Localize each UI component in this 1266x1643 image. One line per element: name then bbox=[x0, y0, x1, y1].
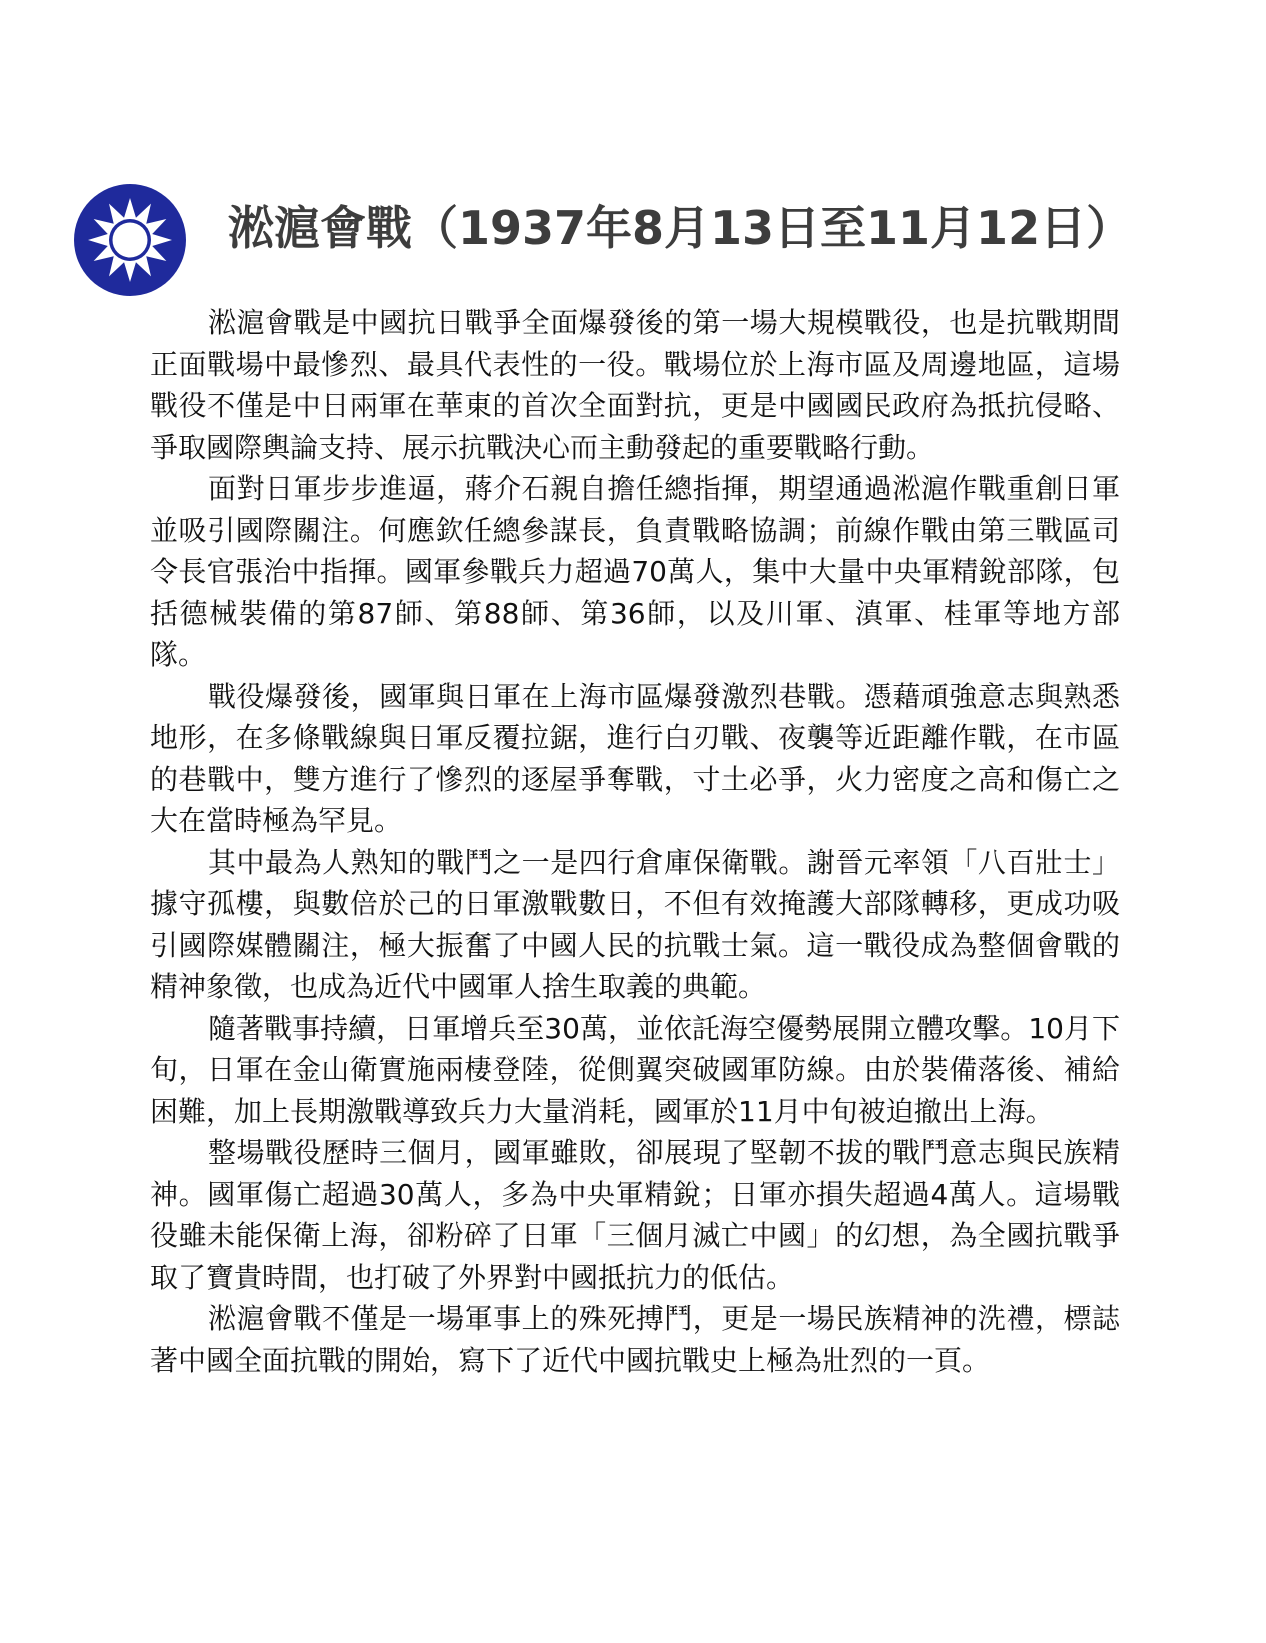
sun-emblem-svg bbox=[73, 183, 187, 297]
emblem-sun-disc bbox=[113, 223, 148, 258]
paragraph-2: 面對日軍步步進逼，蔣介石親自擔任總指揮，期望通過淞滬作戰重創日軍並吸引國際關注。何應欽任總參謀長，負責戰略協調；前線作戰由第三戰區司令長官張治中指揮。國軍參戰兵力超過70萬人，集中大量中央軍精銳部隊，包括德械裝備的第87師、第88師、第36師，以及川軍、滇軍、桂軍等地方部隊。 bbox=[150, 472, 1120, 671]
paragraph-3: 戰役爆發後，國軍與日軍在上海市區爆發激烈巷戰。憑藉頑強意志與熟悉地形，在多條戰線與日軍反覆拉鋸，進行白刃戰、夜襲等近距離作戰，在市區的巷戰中，雙方進行了慘烈的逐屋爭奪戰，寸土必爭，火力密度之高和傷亡之大在當時極為罕見。 bbox=[150, 679, 1120, 837]
paragraph-6: 整場戰役歷時三個月，國軍雖敗，卻展現了堅韌不拔的戰鬥意志與民族精神。國軍傷亡超過30萬人，多為中央軍精銳；日軍亦損失超過4萬人。這場戰役雖未能保衛上海，卻粉碎了日軍「三個月滅亡中國」的幻想，為全國抗戰爭取了寶貴時間，也打破了外界對中國抵抗力的低估。 bbox=[150, 1136, 1120, 1294]
paragraph-7: 淞滬會戰不僅是一場軍事上的殊死搏鬥，更是一場民族精神的洗禮，標誌著中國全面抗戰的開始，寫下了近代中國抗戰史上極為壯烈的一頁。 bbox=[150, 1302, 1120, 1377]
paragraph-4: 其中最為人熟知的戰鬥之一是四行倉庫保衛戰。謝晉元率領「八百壯士」據守孤樓，與數倍於己的日軍激戰數日，不但有效掩護大部隊轉移，更成功吸引國際媒體關注，極大振奮了中國人民的抗戰士氣。這一戰役成為整個會戰的精神象徵，也成為近代中國軍人捨生取義的典範。 bbox=[150, 845, 1120, 1003]
article-body bbox=[150, 302, 1120, 1381]
paragraph-5: 隨著戰事持續，日軍增兵至30萬，並依託海空優勢展開立體攻擊。10月下旬，日軍在金山衛實施兩棲登陸，從側翼突破國軍防線。由於裝備落後、補給困難，加上長期激戰導致兵力大量消耗，國軍於11月中旬被迫撤出上海。 bbox=[150, 1011, 1120, 1128]
emblem-icon bbox=[73, 183, 187, 297]
page-title: 淞滬會戰（1937年8月13日至11月12日） bbox=[228, 201, 1133, 255]
paragraph-1: 淞滬會戰是中國抗日戰爭全面爆發後的第一場大規模戰役，也是抗戰期間正面戰場中最慘烈、最具代表性的一役。戰場位於上海市區及周邊地區，這場戰役不僅是中日兩軍在華東的首次全面對抗，更是中國國民政府為抵抗侵略、爭取國際輿論支持、展示抗戰決心而主動發起的重要戰略行動。 bbox=[150, 306, 1120, 464]
